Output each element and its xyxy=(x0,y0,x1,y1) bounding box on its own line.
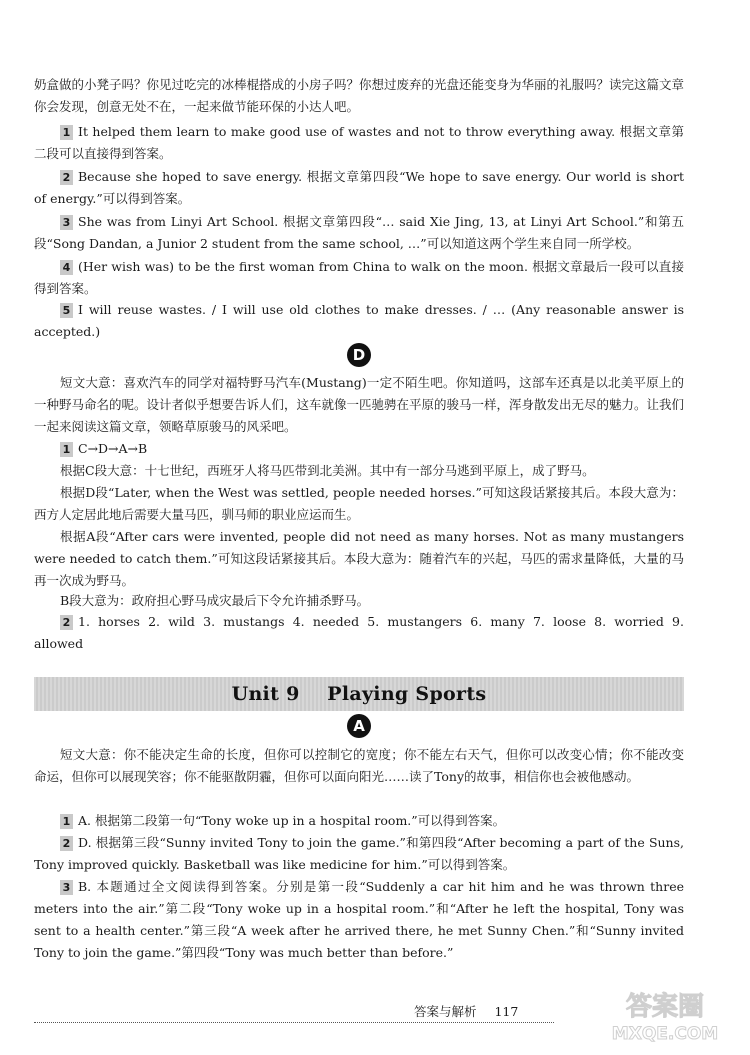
section-d-line-3: 根据A段“After cars were invented, people did not need as many horses. Not as many mustangers were needed to catch them.”可知这段话紧接其后。本段大意为：随着汽车的兴起，马匹的需求量降低，大量的马再一次成为野马。 xyxy=(34,529,684,588)
answer-text: 1. horses 2. wild 3. mustangs 4. needed 5. mustangers 6. many 7. loose 8. worried 9. allowed xyxy=(34,614,684,651)
section-badge-a: A xyxy=(347,714,371,738)
section-d-line-4: B段大意为：政府担心野马成灾最后下令允许捕杀野马。 xyxy=(60,593,370,608)
answer-c1 xyxy=(34,121,684,165)
watermark-line-2: MXQE.COM xyxy=(611,1024,719,1044)
answer-text: It helped them learn to make good use of wastes and not to throw everything away. 根据文章第二段可以直接得到答案。 xyxy=(34,124,684,161)
intro-paragraph: 奶盒做的小凳子吗？你见过吃完的冰棒棍搭成的小房子吗？你想过废弃的光盘还能变身为华丽的礼服吗？读完这篇文章你会发现，创意无处不在，一起来做节能环保的小达人吧。 xyxy=(34,77,685,114)
answer-text: Because she hoped to save energy. 根据文章第四段“We hope to save energy. Our world is short of energy.”可以得到答案。 xyxy=(34,169,684,206)
unit-banner xyxy=(34,677,684,711)
answer-text: A. 根据第二段第一句“Tony woke up in a hospital room.”可以得到答案。 xyxy=(78,813,506,828)
answer-c4 xyxy=(34,256,684,300)
answer-c5 xyxy=(34,299,684,343)
section-badge-d: D xyxy=(347,343,371,367)
watermark-logo xyxy=(595,985,735,1045)
footer-rule xyxy=(34,1022,554,1023)
section-a-q3 xyxy=(34,876,684,964)
answer-text: I will reuse wastes. / I will use old clothes to make dresses. / … (Any reasonable answer is accepted.) xyxy=(34,302,684,339)
question-number-badge: 5 xyxy=(60,303,73,318)
answer-text: B. 本题通过全文阅读得到答案。分别是第一段“Suddenly a car hit him and he was thrown three meters into the air.”第二段“Tony woke up in a hospital room.”和“After he left the hospital, Tony was sent to a health center.”第三段“A week after he arrived there, he met Sunny Chen.”和“Sunny invited Tony to join the game.”第四段“Tony was much better than before.” xyxy=(34,879,684,960)
section-d-line-2: 根据D段“Later, when the West was settled, people needed horses.”可知这段话紧接其后。本段大意为：西方人定居此地后需要大量马匹，驯马师的职业应运而生。 xyxy=(34,485,684,522)
section-d-q2 xyxy=(34,611,684,655)
question-number-badge: 4 xyxy=(60,260,73,275)
answer-c3 xyxy=(34,211,684,255)
answer-text: D. 根据第三段“Sunny invited Tony to join the game.”和第四段“After becoming a part of the Suns, Tony improved quickly. Basketball was like medicine for him.”可以得到答案。 xyxy=(34,835,684,872)
answer-text: She was from Linyi Art School. 根据文章第四段“… said Xie Jing, 13, at Linyi Art School.”和第五段“Song Dandan, a Junior 2 student from the same school, …”可以知道这两个学生来自同一所学校。 xyxy=(34,214,684,251)
answer-c2 xyxy=(34,166,684,210)
question-number-badge: 3 xyxy=(60,215,73,230)
footer-label: 答案与解析 xyxy=(414,1004,477,1019)
question-number-badge: 2 xyxy=(60,836,73,851)
question-number-badge: 2 xyxy=(60,170,73,185)
section-d-summary: 短文大意：喜欢汽车的同学对福特野马汽车(Mustang)一定不陌生吧。你知道吗，这部车还真是以北美平原上的一种野马命名的呢。设计者似乎想要告诉人们，这车就像一匹驰骋在平原的骏马一样，浑身散发出无尽的魅力。让我们一起来阅读这篇文章，领略草原骏马的风采吧。 xyxy=(34,375,685,434)
question-number-badge: 1 xyxy=(60,814,73,829)
answer-text: C→D→A→B xyxy=(78,441,148,456)
section-d-line-1: 根据C段大意：十七世纪，西班牙人将马匹带到北美洲。其中有一部分马逃到平原上，成了野马。 xyxy=(60,463,595,478)
section-a-q1 xyxy=(34,810,684,832)
question-number-badge: 3 xyxy=(60,880,73,895)
section-d-q1 xyxy=(34,438,684,460)
section-a-q2 xyxy=(34,832,684,876)
unit-title: Unit 9 Playing Sports xyxy=(231,683,487,705)
page-footer xyxy=(414,1002,518,1020)
question-number-badge: 1 xyxy=(60,442,73,457)
question-number-badge: 1 xyxy=(60,125,73,140)
question-number-badge: 2 xyxy=(60,615,73,630)
section-a-summary: 短文大意：你不能决定生命的长度，但你可以控制它的宽度；你不能左右天气，但你可以改变心情；你不能改变命运，但你可以展现笑容；你不能驱散阴霾，但你可以面向阳光……读了Tony的故事，相信你也会被他感动。 xyxy=(34,747,684,784)
watermark-line-1: 答案圈 xyxy=(625,992,705,1022)
page-number: 117 xyxy=(494,1004,519,1019)
answer-text: (Her wish was) to be the first woman from China to walk on the moon. 根据文章最后一段可以直接得到答案。 xyxy=(34,259,684,296)
